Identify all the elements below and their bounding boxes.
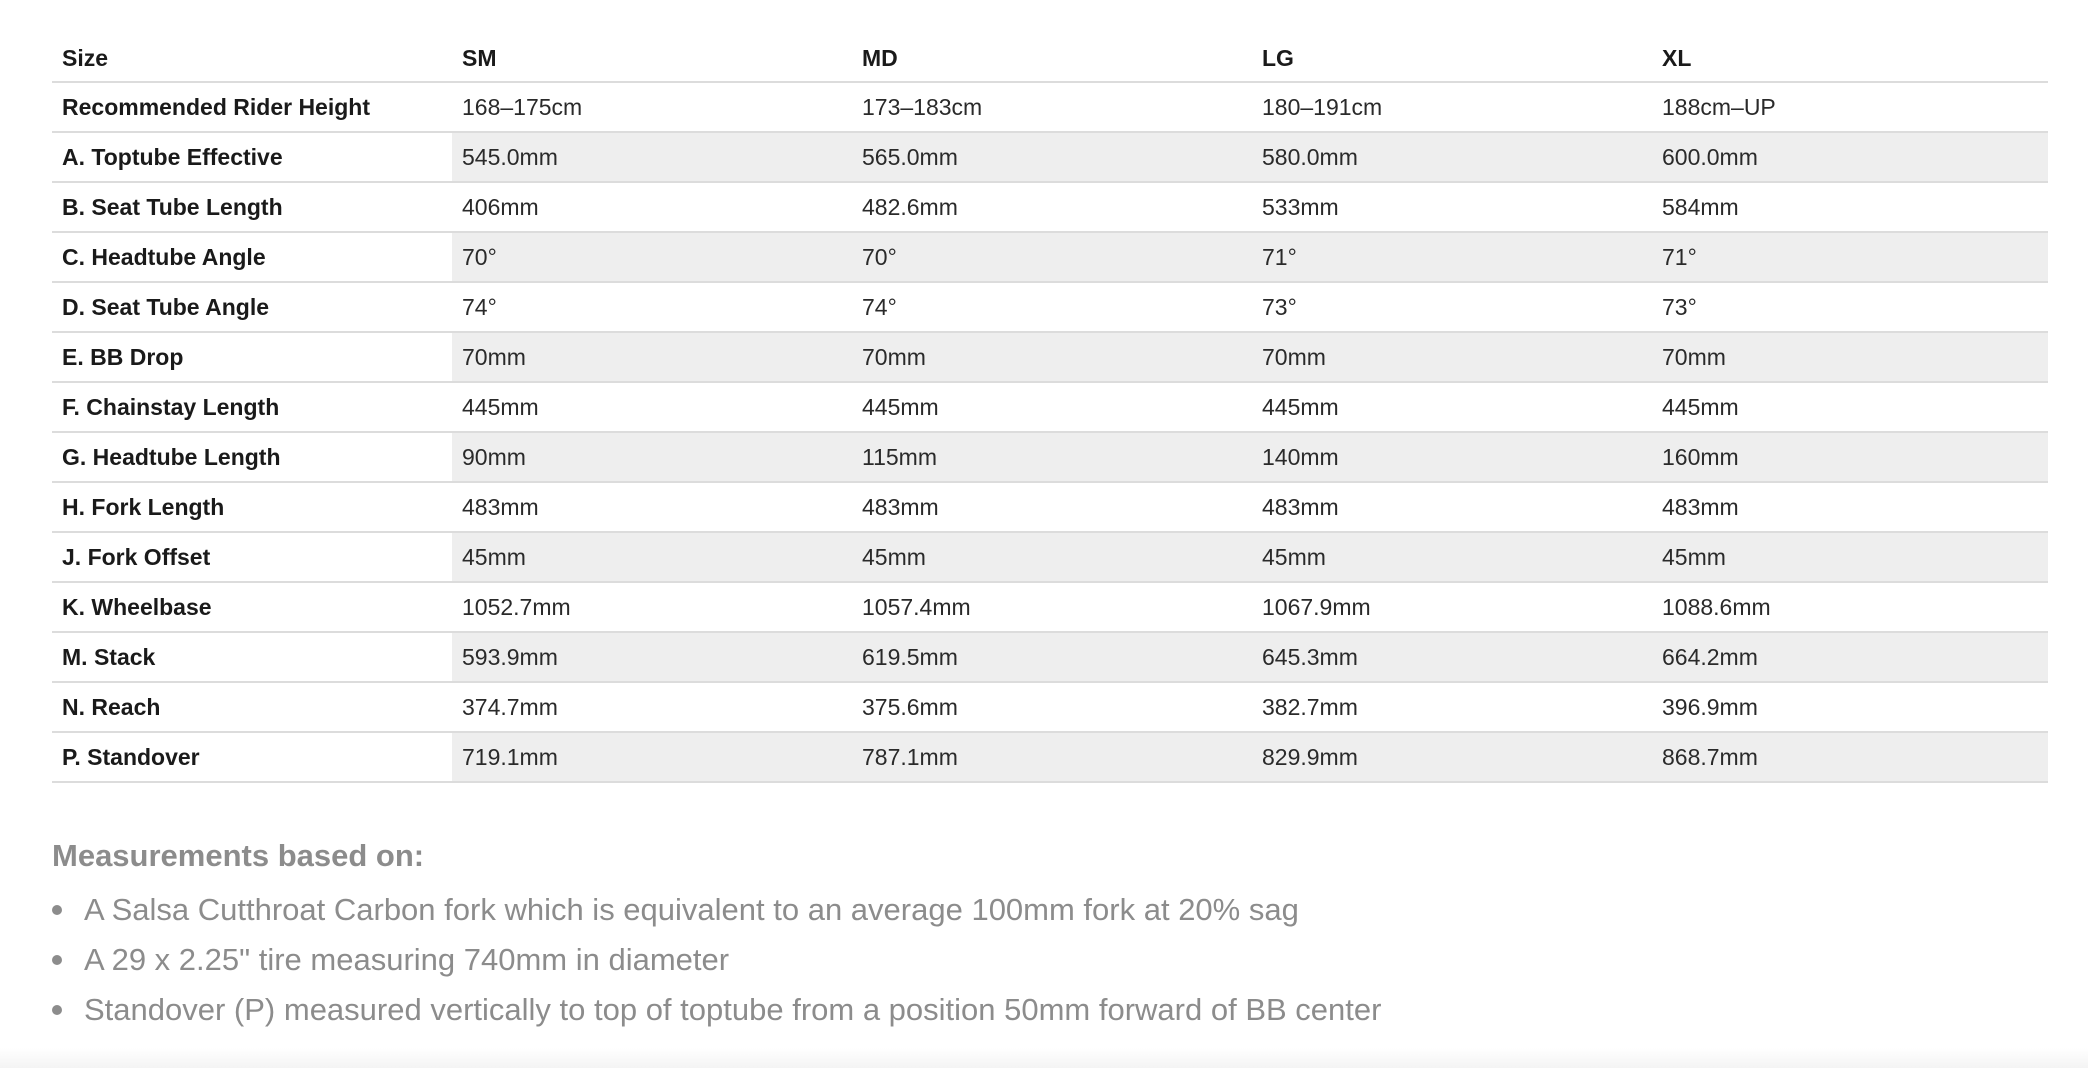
cell-md: 45mm — [852, 532, 1252, 582]
cell-sm: 70° — [452, 232, 852, 282]
header-sm: SM — [452, 36, 852, 82]
row-label: D. Seat Tube Angle — [52, 282, 452, 332]
row-label: A. Toptube Effective — [52, 132, 452, 182]
geometry-table — [52, 36, 2048, 783]
bottom-fade — [0, 1048, 2088, 1068]
row-label: N. Reach — [52, 682, 452, 732]
cell-sm: 545.0mm — [452, 132, 852, 182]
row-label: B. Seat Tube Length — [52, 182, 452, 232]
cell-md: 115mm — [852, 432, 1252, 482]
table-row — [52, 632, 2048, 682]
note-text: Standover (P) measured vertically to top of toptube from a position 50mm forward of BB center — [84, 992, 1382, 1027]
cell-md: 375.6mm — [852, 682, 1252, 732]
row-label: C. Headtube Angle — [52, 232, 452, 282]
cell-sm: 1052.7mm — [452, 582, 852, 632]
cell-xl: 1088.6mm — [1652, 582, 2048, 632]
cell-lg: 140mm — [1252, 432, 1652, 482]
row-label: E. BB Drop — [52, 332, 452, 382]
row-label: M. Stack — [52, 632, 452, 682]
note-text: A Salsa Cutthroat Carbon fork which is equivalent to an average 100mm fork at 20% sag — [84, 892, 1299, 927]
cell-sm: 406mm — [452, 182, 852, 232]
table-row — [52, 532, 2048, 582]
geometry-table-body — [52, 82, 2048, 782]
geometry-table-container — [52, 36, 2048, 783]
measurement-notes — [52, 835, 2048, 1035]
notes-heading: Measurements based on: — [52, 838, 425, 873]
cell-xl: 483mm — [1652, 482, 2048, 532]
table-row — [52, 682, 2048, 732]
cell-sm: 719.1mm — [452, 732, 852, 782]
cell-lg: 180–191cm — [1252, 82, 1652, 132]
cell-xl: 45mm — [1652, 532, 2048, 582]
header-lg: LG — [1252, 36, 1652, 82]
cell-xl: 188cm–UP — [1652, 82, 2048, 132]
cell-xl: 71° — [1652, 232, 2048, 282]
cell-lg: 45mm — [1252, 532, 1652, 582]
cell-xl: 73° — [1652, 282, 2048, 332]
cell-md: 74° — [852, 282, 1252, 332]
cell-lg: 1067.9mm — [1252, 582, 1652, 632]
cell-lg: 829.9mm — [1252, 732, 1652, 782]
table-row — [52, 82, 2048, 132]
cell-sm: 445mm — [452, 382, 852, 432]
row-label: F. Chainstay Length — [52, 382, 452, 432]
table-row — [52, 432, 2048, 482]
cell-xl: 584mm — [1652, 182, 2048, 232]
list-item — [52, 985, 2048, 1035]
cell-lg: 73° — [1252, 282, 1652, 332]
cell-md: 619.5mm — [852, 632, 1252, 682]
table-row — [52, 582, 2048, 632]
bullet-icon — [52, 955, 62, 965]
header-md: MD — [852, 36, 1252, 82]
cell-sm: 70mm — [452, 332, 852, 382]
cell-lg: 445mm — [1252, 382, 1652, 432]
table-row — [52, 182, 2048, 232]
row-label: H. Fork Length — [52, 482, 452, 532]
table-row — [52, 482, 2048, 532]
cell-xl: 160mm — [1652, 432, 2048, 482]
table-row — [52, 232, 2048, 282]
cell-xl: 868.7mm — [1652, 732, 2048, 782]
cell-md: 787.1mm — [852, 732, 1252, 782]
geometry-table-header — [52, 36, 2048, 82]
note-text: A 29 x 2.25" tire measuring 740mm in diameter — [84, 942, 730, 977]
cell-sm: 90mm — [452, 432, 852, 482]
cell-sm: 374.7mm — [452, 682, 852, 732]
cell-lg: 382.7mm — [1252, 682, 1652, 732]
cell-sm: 483mm — [452, 482, 852, 532]
cell-md: 565.0mm — [852, 132, 1252, 182]
cell-md: 483mm — [852, 482, 1252, 532]
list-item — [52, 935, 2048, 985]
cell-md: 70° — [852, 232, 1252, 282]
cell-lg: 533mm — [1252, 182, 1652, 232]
header-size: Size — [52, 36, 452, 82]
table-row — [52, 332, 2048, 382]
table-row — [52, 732, 2048, 782]
cell-md: 445mm — [852, 382, 1252, 432]
cell-sm: 45mm — [452, 532, 852, 582]
table-row — [52, 282, 2048, 332]
cell-xl: 600.0mm — [1652, 132, 2048, 182]
row-label: G. Headtube Length — [52, 432, 452, 482]
bullet-icon — [52, 1005, 62, 1015]
cell-xl: 445mm — [1652, 382, 2048, 432]
cell-lg: 645.3mm — [1252, 632, 1652, 682]
cell-xl: 70mm — [1652, 332, 2048, 382]
header-xl: XL — [1652, 36, 2048, 82]
cell-md: 173–183cm — [852, 82, 1252, 132]
row-label: J. Fork Offset — [52, 532, 452, 582]
table-row — [52, 132, 2048, 182]
cell-sm: 168–175cm — [452, 82, 852, 132]
cell-md: 482.6mm — [852, 182, 1252, 232]
cell-xl: 664.2mm — [1652, 632, 2048, 682]
bullet-icon — [52, 905, 62, 915]
cell-xl: 396.9mm — [1652, 682, 2048, 732]
row-label: Recommended Rider Height — [52, 82, 452, 132]
table-row — [52, 382, 2048, 432]
cell-md: 70mm — [852, 332, 1252, 382]
header-row — [52, 36, 2048, 82]
cell-lg: 70mm — [1252, 332, 1652, 382]
list-item — [52, 885, 2048, 935]
cell-lg: 71° — [1252, 232, 1652, 282]
row-label: K. Wheelbase — [52, 582, 452, 632]
row-label: P. Standover — [52, 732, 452, 782]
cell-md: 1057.4mm — [852, 582, 1252, 632]
notes-list — [52, 885, 2048, 1035]
cell-lg: 483mm — [1252, 482, 1652, 532]
cell-lg: 580.0mm — [1252, 132, 1652, 182]
cell-sm: 593.9mm — [452, 632, 852, 682]
cell-sm: 74° — [452, 282, 852, 332]
